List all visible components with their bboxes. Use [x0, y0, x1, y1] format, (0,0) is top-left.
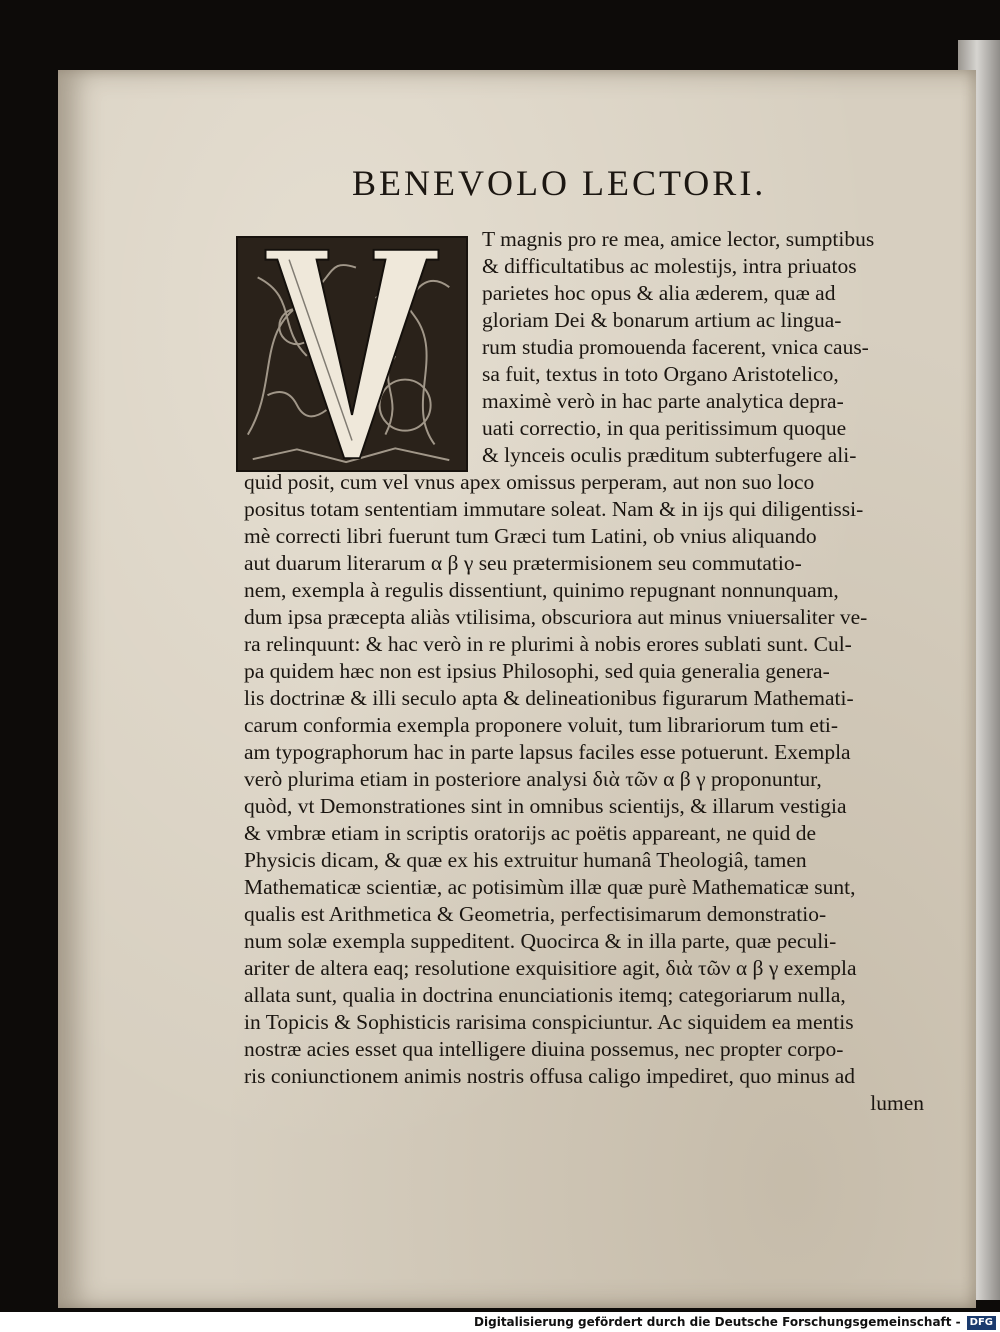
text-line: & difficultatibus ac molestijs, intra priuatos: [482, 254, 857, 278]
text-line: Physicis dicam, & quæ ex his extruitur humanâ Theologiâ, tamen: [244, 848, 807, 872]
text-line: aut duarum literarum α β γ seu prætermisionem seu commutatio-: [244, 551, 802, 575]
text-line: qualis est Arithmetica & Geometria, perfectisimarum demonstratio-: [244, 902, 827, 926]
text-line: sa fuit, textus in toto Organo Aristotelico,: [482, 362, 839, 386]
text-line: in Topicis & Sophisticis rarisima conspiciuntur. Ac siquidem ea mentis: [244, 1010, 854, 1034]
text-line: maximè verò in hac parte analytica depra-: [482, 389, 844, 413]
text-line: am typographorum hac in parte lapsus faciles esse potuerunt. Exempla: [244, 740, 851, 764]
text-line: positus totam sententiam immutare soleat. Nam & in ijs qui diligentissi-: [244, 497, 864, 521]
text-line: uati correctio, in qua peritissimum quoque: [482, 416, 847, 440]
text-line: ra relinquunt: & hac verò in re plurimi à nobis erores sublati sunt. Cul-: [244, 632, 852, 656]
text-line: rum studia promouenda facerent, vnica caus-: [482, 335, 869, 359]
digitization-footer: [0, 1312, 1000, 1332]
text-line: carum conformia exempla proponere voluit, tum librariorum tum eti-: [244, 713, 839, 737]
page-heading: BENEVOLO LECTORI.: [352, 163, 767, 203]
text-line: dum ipsa præcepta aliàs vtilisima, obscuriora aut minus vniuersaliter ve-: [244, 605, 868, 629]
text-line: verò plurima etiam in posteriore analysi διὰ τῶν α β γ proponuntur,: [244, 767, 822, 791]
text-line: quid posit, cum vel vnus apex omissus perperam, aut non suo loco: [244, 470, 815, 494]
text-line: T magnis pro re mea, amice lector, sumptibus: [482, 227, 875, 251]
text-line: gloriam Dei & bonarum artium ac lingua-: [482, 308, 842, 332]
text-line: lis doctrinæ & illi seculo apta & delineationibus figurarum Mathemati-: [244, 686, 854, 710]
text-line: parietes hoc opus & alia æderem, quæ ad: [482, 281, 836, 305]
footer-text: Digitalisierung gefördert durch die Deutsche Forschungsgemeinschaft -: [474, 1315, 961, 1329]
text-line: nem, exempla à regulis dissentiunt, quinimo repugnant nonnunquam,: [244, 578, 839, 602]
text-line: num solæ exempla suppeditent. Quocirca & in illa parte, quæ peculi-: [244, 929, 837, 953]
body-text: [244, 226, 924, 1117]
text-line: nostræ acies esset qua intelligere diuina possemus, nec propter corpo-: [244, 1037, 844, 1061]
text-line: Mathematicæ scientiæ, ac potisimùm illæ quæ purè Mathematicæ sunt,: [244, 875, 856, 899]
catchword: lumen: [870, 1091, 924, 1115]
text-line: allata sunt, qualia in doctrina enunciationis itemq; categoriarum nulla,: [244, 983, 846, 1007]
text-line: ariter de altera eaq; resolutione exquisitiore agit, διὰ τῶν α β γ exempla: [244, 956, 857, 980]
text-line: quòd, vt Demonstrationes sint in omnibus scientijs, & illarum vestigia: [244, 794, 847, 818]
text-line: & lynceis oculis præditum subterfugere ali-: [482, 443, 857, 467]
text-line: mè correcti libri fuerunt tum Græci tum Latini, ob vnius aliquando: [244, 524, 817, 548]
dfg-logo: DFG: [967, 1316, 996, 1330]
text-line: pa quidem hæc non est ipsius Philosophi, sed quia generalia genera-: [244, 659, 830, 683]
text-line: ris coniunctionem animis nostris offusa caligo impediret, quo minus ad: [244, 1064, 856, 1088]
text-line: & vmbræ etiam in scriptis oratorijs ac poëtis appareant, ne quid de: [244, 821, 816, 845]
